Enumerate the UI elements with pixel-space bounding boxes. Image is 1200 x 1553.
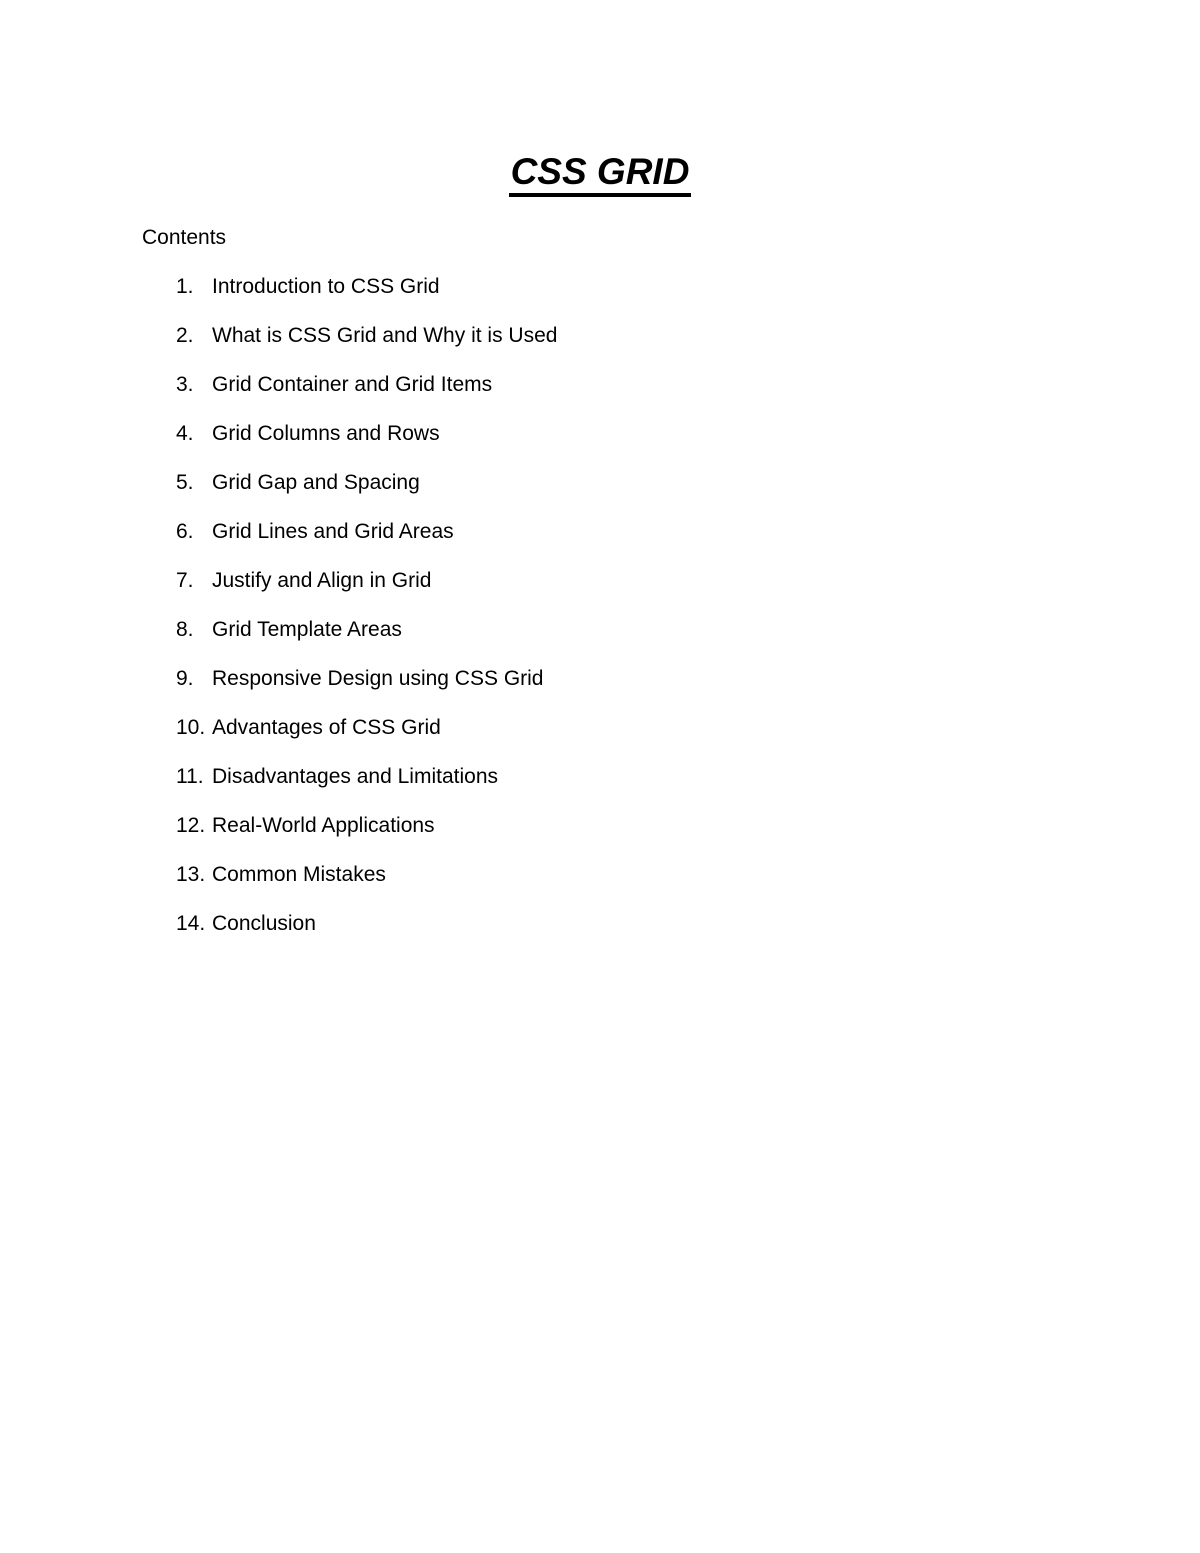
toc-item-text: Grid Template Areas [212, 618, 402, 641]
toc-item [176, 518, 557, 567]
toc-item [176, 812, 557, 861]
toc-item-text: Grid Columns and Rows [212, 422, 440, 445]
toc-item [176, 322, 557, 371]
toc-item-number: 1. [176, 275, 194, 298]
toc-item-number: 13. [176, 863, 206, 886]
toc-item-number: 3. [176, 373, 194, 396]
toc-item-text: Disadvantages and Limitations [212, 765, 499, 788]
page-title-text: CSS GRID [509, 151, 692, 197]
toc-item-text: Real-World Applications [212, 814, 435, 837]
toc-item [176, 763, 557, 812]
toc-item [176, 371, 557, 420]
contents-heading: Contents [142, 226, 227, 249]
toc-item-number: 6. [176, 520, 194, 543]
toc-item-number: 10. [176, 716, 206, 739]
toc-item [176, 616, 557, 665]
toc-item [176, 665, 557, 714]
toc-item-number: 9. [176, 667, 194, 690]
toc-item-number: 8. [176, 618, 194, 641]
toc-item-text: Grid Gap and Spacing [212, 471, 420, 494]
toc-item [176, 273, 557, 322]
toc-item-number: 14. [176, 912, 206, 935]
toc-item-number: 11. [176, 765, 204, 788]
toc-item-number: 4. [176, 422, 194, 445]
toc-item-text: Grid Lines and Grid Areas [212, 520, 454, 543]
toc-item-number: 5. [176, 471, 194, 494]
toc-item-text: Responsive Design using CSS Grid [212, 667, 544, 690]
toc-item-number: 12. [176, 814, 206, 837]
toc-item [176, 910, 557, 959]
toc-item-text: What is CSS Grid and Why it is Used [212, 324, 558, 347]
table-of-contents [176, 273, 557, 959]
toc-item-text: Grid Container and Grid Items [212, 373, 493, 396]
toc-item [176, 420, 557, 469]
toc-item-number: 2. [176, 324, 194, 347]
toc-item-text: Common Mistakes [212, 863, 386, 886]
toc-item-number: 7. [176, 569, 194, 592]
toc-item [176, 567, 557, 616]
toc-item [176, 714, 557, 763]
toc-item-text: Justify and Align in Grid [212, 569, 432, 592]
toc-item-text: Introduction to CSS Grid [212, 275, 440, 298]
toc-item-text: Conclusion [212, 912, 316, 935]
toc-item [176, 861, 557, 910]
toc-item-text: Advantages of CSS Grid [212, 716, 441, 739]
toc-item [176, 469, 557, 518]
page-title [0, 148, 1200, 197]
